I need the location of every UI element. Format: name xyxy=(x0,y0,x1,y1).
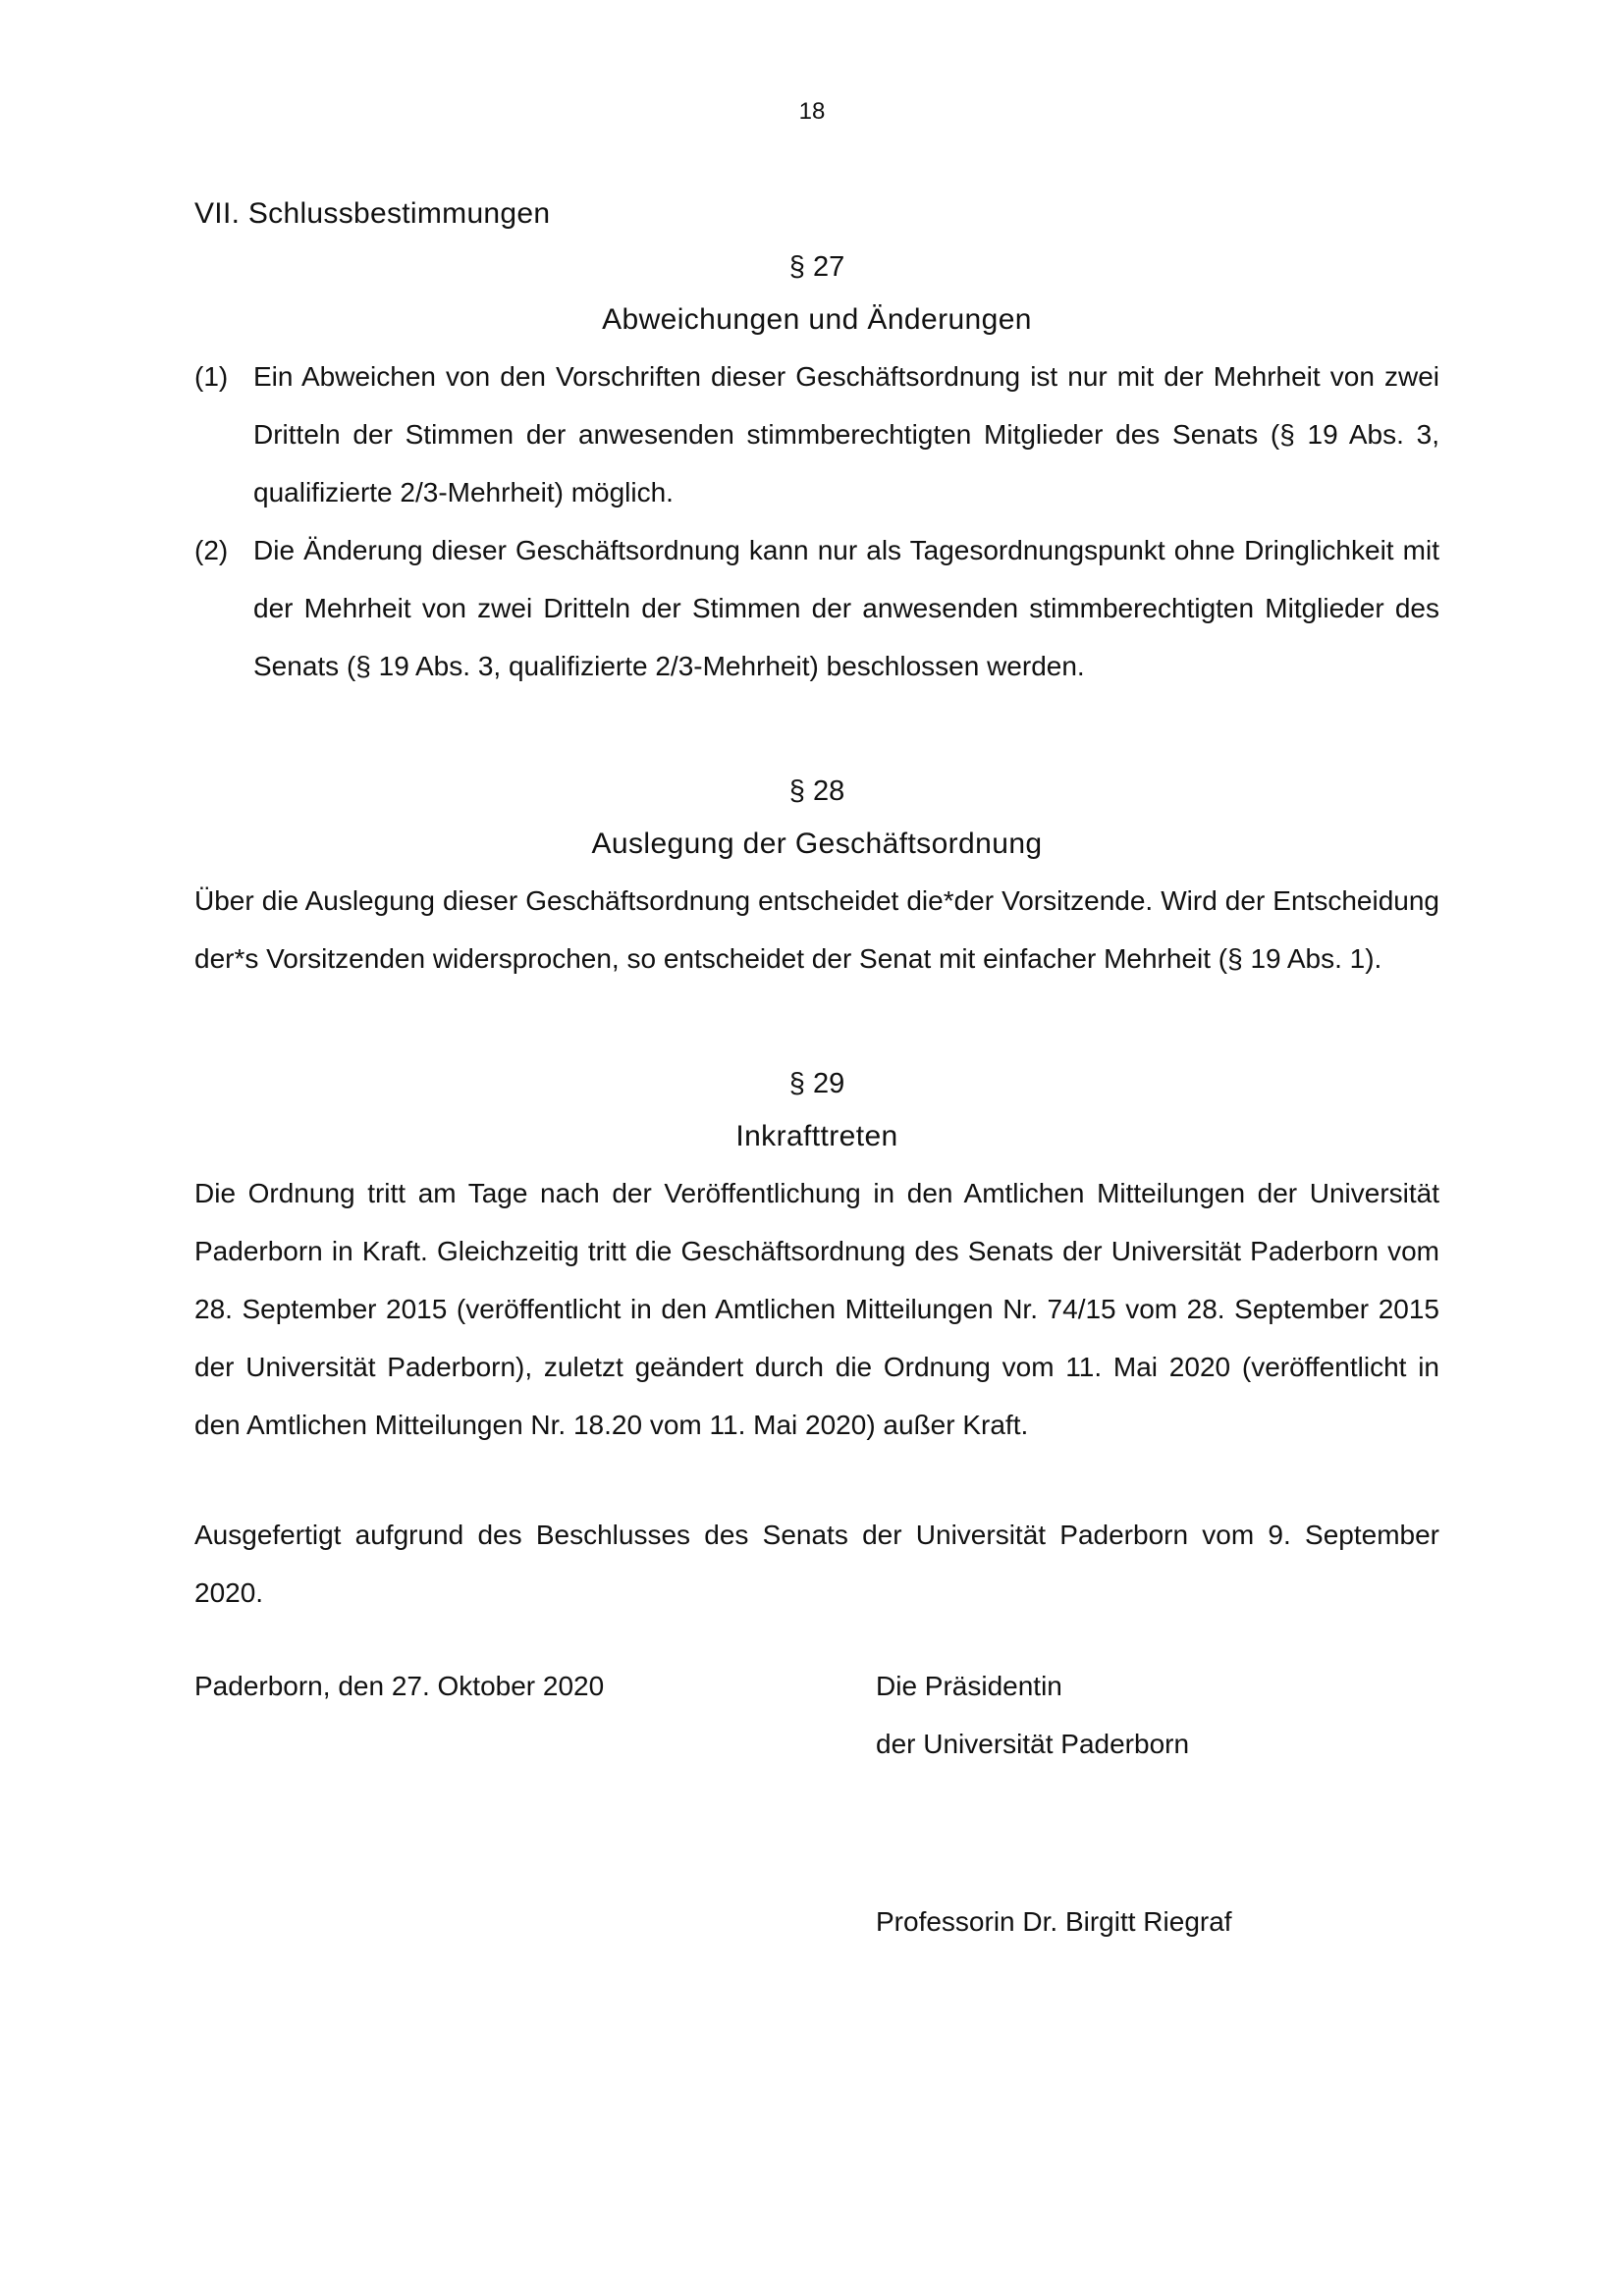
signatory-role xyxy=(876,1657,1189,1773)
paragraph-text: Die Änderung dieser Geschäftsordnung kann nur als Tagesordnungspunkt ohne Dringlichkeit mit der Mehrheit von zwei Dritteln der Stimmen der anwesenden stimmberechtigten Mitglieder des Senats (§ 19 Abs. 3, qualifizierte 2/3-Mehrheit) beschlossen werden. xyxy=(253,535,1439,681)
document-body xyxy=(194,192,1439,1937)
signatory-name: Professorin Dr. Birgitt Riegraf xyxy=(876,1906,1232,1937)
paragraph-number: (2) xyxy=(194,535,229,565)
signature-block xyxy=(194,1657,1439,1937)
numbered-paragraph xyxy=(194,347,1439,521)
section-sign: § 27 xyxy=(788,251,845,283)
page-number: 18 xyxy=(798,98,826,125)
chapter-heading: VII. Schlussbestimmungen xyxy=(194,197,551,230)
place-date: Paderborn, den 27. Oktober 2020 xyxy=(194,1671,605,1701)
section-27 xyxy=(194,245,1439,695)
issued-statement: Ausgefertigt aufgrund des Beschlusses des Senats der Universität Paderborn vom 9. September 2020. xyxy=(194,1520,1439,1608)
section-28 xyxy=(194,770,1439,988)
section-sign: § 28 xyxy=(788,775,845,807)
section-title: Auslegung der Geschäftsordnung xyxy=(591,828,1043,860)
section-text: Über die Auslegung dieser Geschäftsordnung entscheidet die*der Vorsitzende. Wird der Entscheidung der*s Vorsitzenden widersprochen, so entscheidet der Senat mit einfacher Mehrheit (§ 19 Abs. 1). xyxy=(194,885,1439,974)
section-title: Abweichungen und Änderungen xyxy=(602,303,1032,336)
spacer xyxy=(194,1454,1439,1506)
section-sign: § 29 xyxy=(788,1068,845,1099)
section-29 xyxy=(194,1062,1439,1454)
numbered-paragraph xyxy=(194,521,1439,695)
paragraph-text: Ein Abweichen von den Vorschriften dieser Geschäftsordnung ist nur mit der Mehrheit von zwei Dritteln der Stimmen der anwesenden stimmberechtigten Mitglieder des Senats (§ 19 Abs. 3, qualifizierte 2/3-Mehrheit) möglich. xyxy=(253,361,1439,507)
role-line: der Universität Paderborn xyxy=(876,1729,1190,1759)
paragraph-number: (1) xyxy=(194,361,229,392)
role-line: Die Präsidentin xyxy=(876,1671,1062,1701)
section-title: Inkrafttreten xyxy=(735,1120,898,1152)
spacer xyxy=(194,988,1439,1062)
section-text: Die Ordnung tritt am Tage nach der Veröffentlichung in den Amtlichen Mitteilungen der Universität Paderborn in Kraft. Gleichzeitig tritt die Geschäftsordnung des Senats der Universität Paderborn vom 28. September 2015 (veröffentlicht in den Amtlichen Mitteilungen Nr. 74/15 vom 28. September 2015 der Universität Paderborn), zuletzt geändert durch die Ordnung vom 11. Mai 2020 (veröffentlicht in den Amtlichen Mitteilungen Nr. 18.20 vom 11. Mai 2020) außer Kraft. xyxy=(194,1178,1439,1440)
spacer xyxy=(194,695,1439,770)
